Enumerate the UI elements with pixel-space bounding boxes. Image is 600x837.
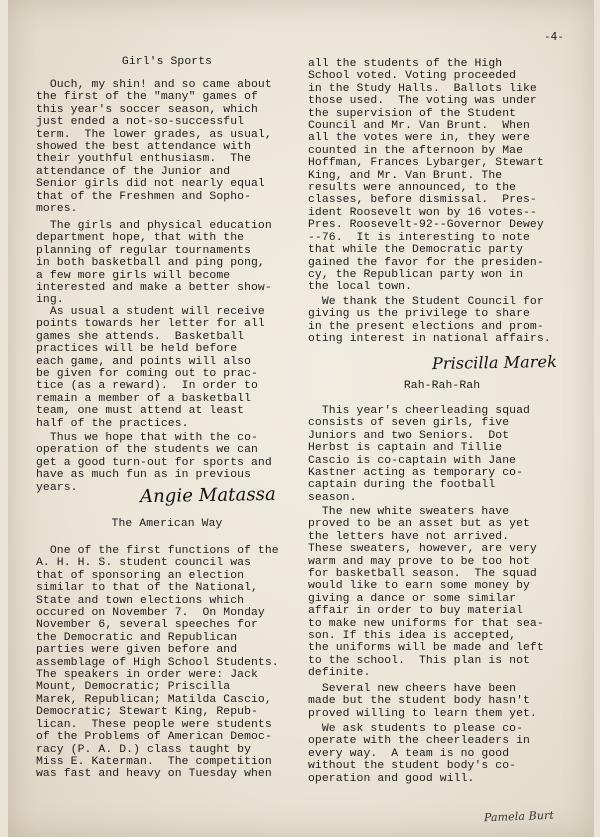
page-number: -4- [544, 30, 564, 43]
american-way-paragraph: One of the first functions of the A. H. H. S. student council was that of sponsoring an election similar to that of the National, State and town elections which occured on November 7. On Monday November 6, several speeches for the Democratic and Republican parties were given before and assemblage of High School Students. The speakers in order were: Jack Mount, Democratic; Priscilla Marek, Republican; Matilda Cascio, Democratic; Stewart King, Repub- lican. These people were students of the Problems of American Democ- racy (P. A. D.) class taught by Miss E. Katerman. The competition was fast and heavy on Tuesday when [36, 545, 279, 781]
girls-sports-paragraph: Ouch, my shin! and so came about the first of the "many" games of this year's soccer season, which just ended a not-so-successful term. The lower grades, as usual, showed the best attendance with their youthful enthusiasm. The attendance of the Junior and Senior girls did not nearly equal that of the Freshmen and Sopho- mores. [36, 79, 272, 216]
rah-rah-rah-paragraph: The new white sweaters have proved to be an asset but as yet the letters have not arrived. These sweaters, however, are very warm and may prove to be too hot for basketball season. The squad would like to earn some money by giving a dance or some similar affair in order to buy material to make new uniforms for that sea- son. If this idea is accepted, the uniforms will be made and left to the school. This plan is not definite. [308, 506, 544, 680]
american-way-title: The American Way [111, 518, 223, 530]
girls-sports-paragraph: As usual a student will receive points towards her letter for all games she attends. Basketball practices will be held before each game, and points will also be given for coming out to prac- tice (as a reward). In order to remain a member of a basketball team, one must attend at least half of the practices. [36, 306, 265, 430]
girls-sports-paragraph: Thus we hope that with the co- operation of the students we can get a good turn-out for sports and have as much fun as in previous years. [36, 432, 272, 494]
american-way-paragraph: all the students of the High School voted. Voting proceeded in the Study Halls. Ballots like those used. The voting was under the supervision of the Student Council and Mr. Van Brunt. When all the votes were in, they were counted in the afternoon by Mae Hoffman, Frances Lybarger, Stewart King, and Mr. Van Brunt. The results were announced, to the classes, before dismissal. Pres- ident Roosevelt won by 16 votes-- Pres. Roosevelt-92--Governor Dewey --76. It is interesting to note that while the Democratic party gained the favor for the presiden- cy, the Republican party won in the local town. [308, 58, 544, 294]
american-way-thanks-paragraph: We thank the Student Council for giving us the privilege to share in the present elections and prom- oting interest in national affairs. [308, 296, 551, 346]
rah-rah-rah-paragraph: Several new cheers have been made but the student body hasn't proved willing to learn them yet. [308, 683, 537, 720]
newsletter-page [8, 0, 594, 837]
pamela-burt-signature: Pamela Burt [483, 808, 555, 825]
girls-sports-title: Girl's Sports [121, 56, 213, 68]
rah-rah-rah-paragraph: This year's cheerleading squad consists of seven girls, five Juniors and two Seniors. Dot Herbst is captain and Tillie Cascio is co-captain with Jane Kastner acting as temporary co- captain during the football season. [308, 405, 530, 504]
girls-sports-paragraph: The girls and physical education department hope, that with the planning of regular tournaments in both basketball and ping pong, a few more girls will become interested and make a better show- ing. [36, 220, 272, 307]
rah-rah-rah-paragraph: We ask students to please co- operate with the cheerleaders in every way. A team is no good without the student body's co- operation and good will. [308, 723, 530, 785]
rah-rah-rah-title: Rah-Rah-Rah [403, 380, 481, 392]
angie-matassa-signature: Angie Matassa [139, 483, 277, 508]
priscilla-marek-signature: Priscilla Marek [431, 351, 558, 374]
